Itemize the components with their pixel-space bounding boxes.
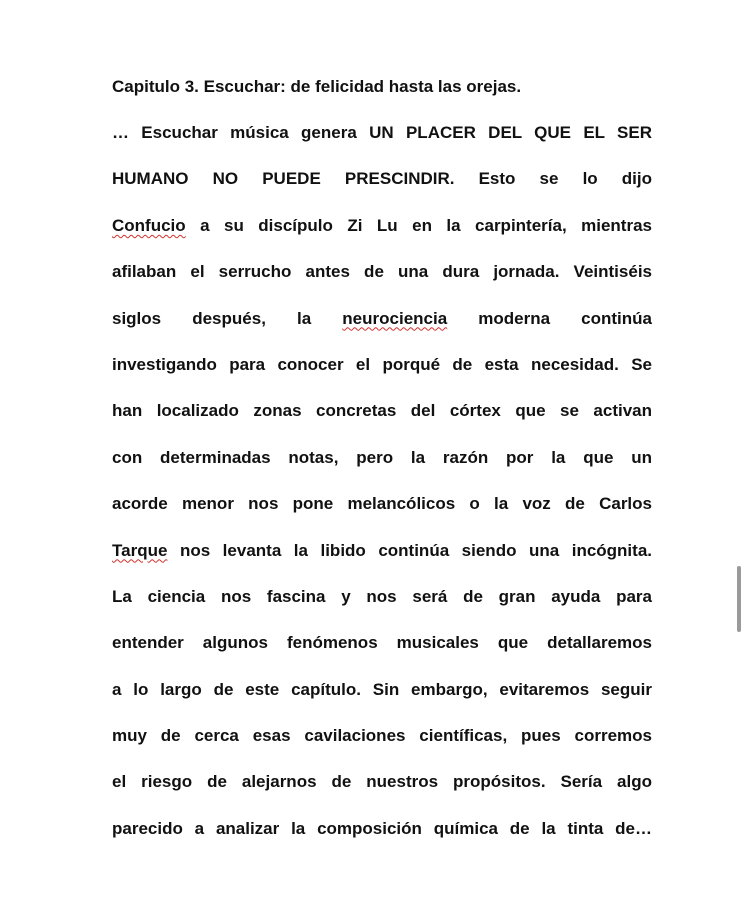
body-text (112, 120, 652, 862)
text-line-content (112, 120, 652, 146)
text-segment: investigando para conocer el porqué de esta necesidad. Se (112, 354, 652, 374)
text-line-content (112, 259, 652, 285)
text-line (112, 538, 652, 584)
scrollbar-thumb[interactable] (737, 566, 741, 632)
text-line-content (112, 445, 652, 471)
text-line-content (112, 769, 652, 795)
text-line (112, 166, 652, 212)
chapter-title: Capitulo 3. Escuchar: de felicidad hasta las orejas. (112, 77, 522, 96)
scrollbar-track[interactable] (736, 0, 750, 921)
text-line-content (112, 630, 652, 656)
text-segment: La ciencia nos fascina y nos será de gran ayuda para (112, 586, 652, 606)
text-line (112, 769, 652, 815)
text-segment: siglos después, la (112, 308, 343, 328)
text-line-content (112, 352, 652, 378)
text-line (112, 723, 652, 769)
text-segment: parecido a analizar la composición química de la tinta de… (112, 818, 652, 838)
text-segment: a su discípulo Zi Lu en la carpintería, mientras (185, 215, 652, 235)
text-line (112, 630, 652, 676)
text-line-content (112, 538, 652, 564)
text-line (112, 120, 652, 166)
text-segment: muy de cerca esas cavilaciones científicas, pues corremos (112, 726, 652, 746)
text-segment: HUMANO NO PUEDE PRESCINDIR. Esto se lo dijo (112, 169, 652, 189)
text-line-content (112, 398, 652, 424)
text-line (112, 213, 652, 259)
text-line-content (112, 306, 652, 332)
text-line-content (112, 491, 652, 517)
text-line-content (112, 166, 652, 192)
text-line (112, 352, 652, 398)
text-line (112, 816, 652, 862)
text-line (112, 398, 652, 444)
text-line (112, 445, 652, 491)
text-segment: con determinadas notas, pero la razón por la que un (112, 447, 652, 467)
text-line (112, 491, 652, 537)
text-segment: el riesgo de alejarnos de nuestros propósitos. Sería algo (112, 772, 652, 792)
text-segment: nos levanta la libido continúa siendo una incógnita. (167, 540, 652, 560)
text-segment: a lo largo de este capítulo. Sin embargo, evitaremos seguir (112, 679, 652, 699)
text-segment: acorde menor nos pone melancólicos o la voz de Carlos (112, 494, 652, 514)
text-line-content (112, 677, 652, 703)
text-line (112, 306, 652, 352)
text-segment: afilaban el serrucho antes de una dura jornada. Veintiséis (112, 262, 652, 282)
text-segment: … Escuchar música genera UN PLACER DEL QUE EL SER (112, 123, 652, 142)
misspelled-word: Tarque (112, 540, 168, 560)
text-line-content (112, 816, 652, 842)
text-segment: han localizado zonas concretas del córtex que se activan (112, 401, 652, 421)
misspelled-word: neurociencia (342, 308, 448, 328)
text-line-content (112, 213, 652, 239)
text-segment: entender algunos fenómenos musicales que detallaremos (112, 633, 652, 653)
text-line (112, 259, 652, 305)
text-line-content (112, 723, 652, 749)
text-line (112, 677, 652, 723)
text-segment: moderna continúa (447, 308, 652, 328)
misspelled-word: Confucio (112, 215, 186, 235)
text-line-content (112, 584, 652, 610)
text-line (112, 584, 652, 630)
